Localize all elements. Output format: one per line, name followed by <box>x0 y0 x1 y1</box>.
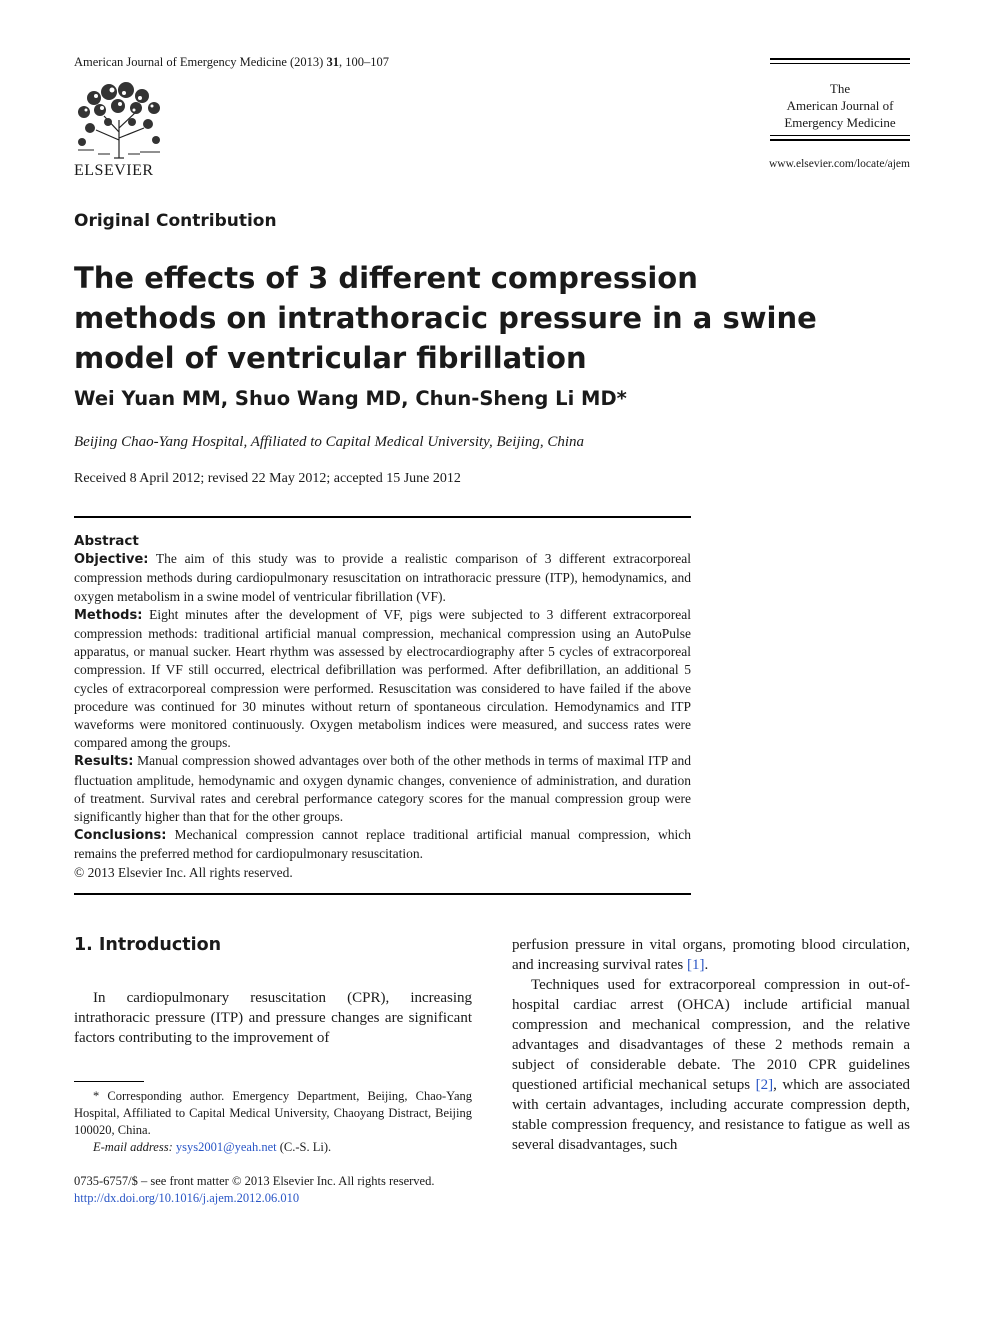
abstract-rule-top <box>74 516 691 518</box>
citation-ref-1[interactable]: [1] <box>686 957 705 973</box>
intro-heading: 1. Introduction <box>74 935 222 955</box>
journal-url[interactable]: www.elsevier.com/locate/ajem <box>768 158 910 170</box>
abstract-conclusions: Conclusions: Mechanical compression cannot replace traditional artificial manual compression, which remains the preferred method for cardiopulmonary resuscitation. <box>74 827 691 862</box>
intro-paragraph: In cardiopulmonary resuscitation (CPR), increasing intrathoracic pressure (ITP) and pressure changes are significant factors contributing to the improvement of <box>74 990 472 1046</box>
citation-ref-2[interactable]: [2] <box>755 1077 774 1093</box>
elsevier-tree-icon <box>74 80 164 160</box>
intro-right-column <box>512 935 910 1155</box>
corresponding-footnote <box>74 1088 472 1156</box>
right-paragraph-1: perfusion pressure in vital organs, promoting blood circulation, and increasing survival rates [1]. <box>512 937 910 973</box>
page-footer <box>74 1173 494 1207</box>
publisher-logo-text: ELSEVIER <box>74 162 154 179</box>
abstract-rule-bottom <box>74 893 691 895</box>
corresponding-author-note: * Corresponding author. Emergency Department, Beijing, Chao-Yang Hospital, Affiliated to Capital Medical University, Chaoyang Distract, Beijing 100020, China. <box>74 1089 472 1137</box>
abstract-results: Results: Manual compression showed advantages over both of the other methods in terms of maximal ITP and fluctuation amplitude, hemodynamic and oxygen dynamic changes, convenience of administration, and duration of treatment. Survival rates and cerebral performance category scores for the manual compression group were significantly higher than that for the other groups. <box>74 753 691 825</box>
doi-link[interactable]: http://dx.doi.org/10.1016/j.ajem.2012.06.010 <box>74 1191 300 1205</box>
abstract-methods: Methods: Eight minutes after the development of VF, pigs were subjected to 3 different extracorporeal compression methods: traditional artificial manual compression, mechanical compression using an AutoPulse apparatus, or manual sucker. Heart rhythm was assessed by electrocardiography after 5 cycles of extracorporeal compression. If VF still occurred, electrical defibrillation was performed. After defibrillation, an additional 5 cycles of extracorporeal compression were performed. Resuscitation was considered to have failed if the above procedure was continued for 30 minutes without return of spontaneous circulation. Hemodynamics and ITP waveforms were monitored continuously. Oxygen metabolism indices were measured, and success rates were compared among the groups. <box>74 606 691 751</box>
footnote-rule <box>74 1081 144 1082</box>
email-link[interactable]: ysys2001@yeah.net <box>175 1140 277 1154</box>
section-label: Original Contribution <box>74 211 277 231</box>
journal-title-rule-bottom <box>770 135 910 136</box>
journal-title: The American Journal of Emergency Medicine <box>784 81 896 130</box>
intro-left-column <box>74 935 472 1048</box>
issn-line: 0735-6757/$ – see front matter © 2013 Elsevier Inc. All rights reserved. <box>74 1174 435 1188</box>
journal-citation: American Journal of Emergency Medicine (2013) 31, 100–107 <box>74 55 389 69</box>
abstract-objective: Objective: The aim of this study was to provide a realistic comparison of 3 different extracorporeal compression methods during cardiopulmonary resuscitation on intrathoracic pressure (ITP), hemodynamics, and oxygen metabolism in a swine model of ventricular fibrillation (VF). <box>74 551 691 604</box>
authors: Wei Yuan MM, Shuo Wang MD, Chun-Sheng Li MD* <box>74 387 627 410</box>
journal-title-rule-top-thin <box>770 63 910 64</box>
abstract <box>74 532 691 882</box>
article-dates: Received 8 April 2012; revised 22 May 2012; accepted 15 June 2012 <box>74 471 461 486</box>
right-paragraph-2: Techniques used for extracorporeal compression in out-of-hospital cardiac arrest (OHCA) include artificial manual compression and mechanical compression, and the relative advantages and disadvantages of these 2 methods remain a subject of considerable debate. The 2010 CPR guidelines questioned artificial mechanical setups [2], which are associated with certain advantages, including accurate compression depth, stable compression frequency, and resistance to fatigue as well as several disadvantages, such <box>512 977 910 1153</box>
affiliation: Beijing Chao-Yang Hospital, Affiliated to Capital Medical University, Beijing, China <box>74 434 584 450</box>
volume: 31 <box>326 55 339 69</box>
journal-title-rule-bottom-thick <box>770 139 910 141</box>
article-title: The effects of 3 different compression methods on intrathoracic pressure in a swine model of ventricular fibrillation <box>74 261 817 375</box>
abstract-copyright: © 2013 Elsevier Inc. All rights reserved. <box>74 864 293 880</box>
elsevier-logo <box>74 80 164 180</box>
journal-title-rule-top <box>770 58 910 60</box>
email-line: E-mail address: ysys2001@yeah.net (C.-S. Li). <box>93 1140 332 1154</box>
abstract-heading: Abstract <box>74 533 139 549</box>
